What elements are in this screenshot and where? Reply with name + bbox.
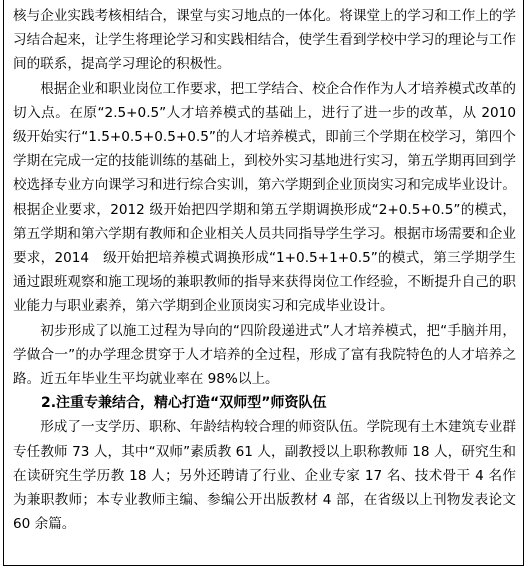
paragraph-4: 形成了一支学历、职称、年龄结构较合理的师资队伍。学院现有土木建筑专业群专任教师 73 人，其中“双师”素质教 61 人，副教授以上职称教师 18 人，研究生和在读研究生学历教 18 人；另外还聘请了行业、企业专家 17 名、技术骨干 4 名作为兼职教师；本专业教师主编、参编公开出版教材 4 部，在省级以上刊物发表论文 60 余篇。 (13, 419, 516, 533)
paragraph-3: 初步形成了以施工过程为导向的“四阶段递进式”人才培养模式，把“手脑并用，学做合一”的办学理念贯穿于人才培养的全过程，形成了富有我院特色的人才培养之路。近五年毕业生平均就业率在 98%以上。 (13, 322, 516, 388)
paragraph-2: 根据企业和职业岗位工作要求，把工学结合、校企合作作为人才培养模式改革的切入点。在原“2.5+0.5”人才培养模式的基础上，进行了进一步的改革，从 2010 级开始实行“1.5+0.5+0.5+0.5”的人才培养模式，即前三个学期在校学习，第四个学期在完成一定的技能训练的基础上，到校外实习基地进行实习，第五学期再回到学校选择专业方向课学习和进行综合实训，第六学期到企业顶岗实习和完成毕业设计。根据企业要求，2012 级开始把四学期和第五学期调换形成“2+0.5+0.5”的模式，第五学期和第六学期有教师和企业相关人员共同指导学生学习。根据市场需要和企业要求，2014 级开始把培养模式调换形成“1+0.5+1+0.5”的模式，第三学期学生通过跟班观察和施工现场的兼职教师的指导来获得岗位工作经验，不断提升自己的职业能力与职业素养，第六学期到企业顶岗实习和完成毕业设计。 (13, 80, 516, 315)
document-body (13, 4, 516, 536)
paragraph-1: 核与企业实践考核相结合，课堂与实习地点的一体化。将课堂上的学习和工作上的学习结合起来，让学生将理论学习和实践相结合，使学生看到学校中学习的理论与工作间的联系，提高学习理论的积极性。 (13, 8, 516, 73)
section-heading: 2.注重专兼结合，精心打造“双师型”师资队伍 (41, 395, 327, 412)
